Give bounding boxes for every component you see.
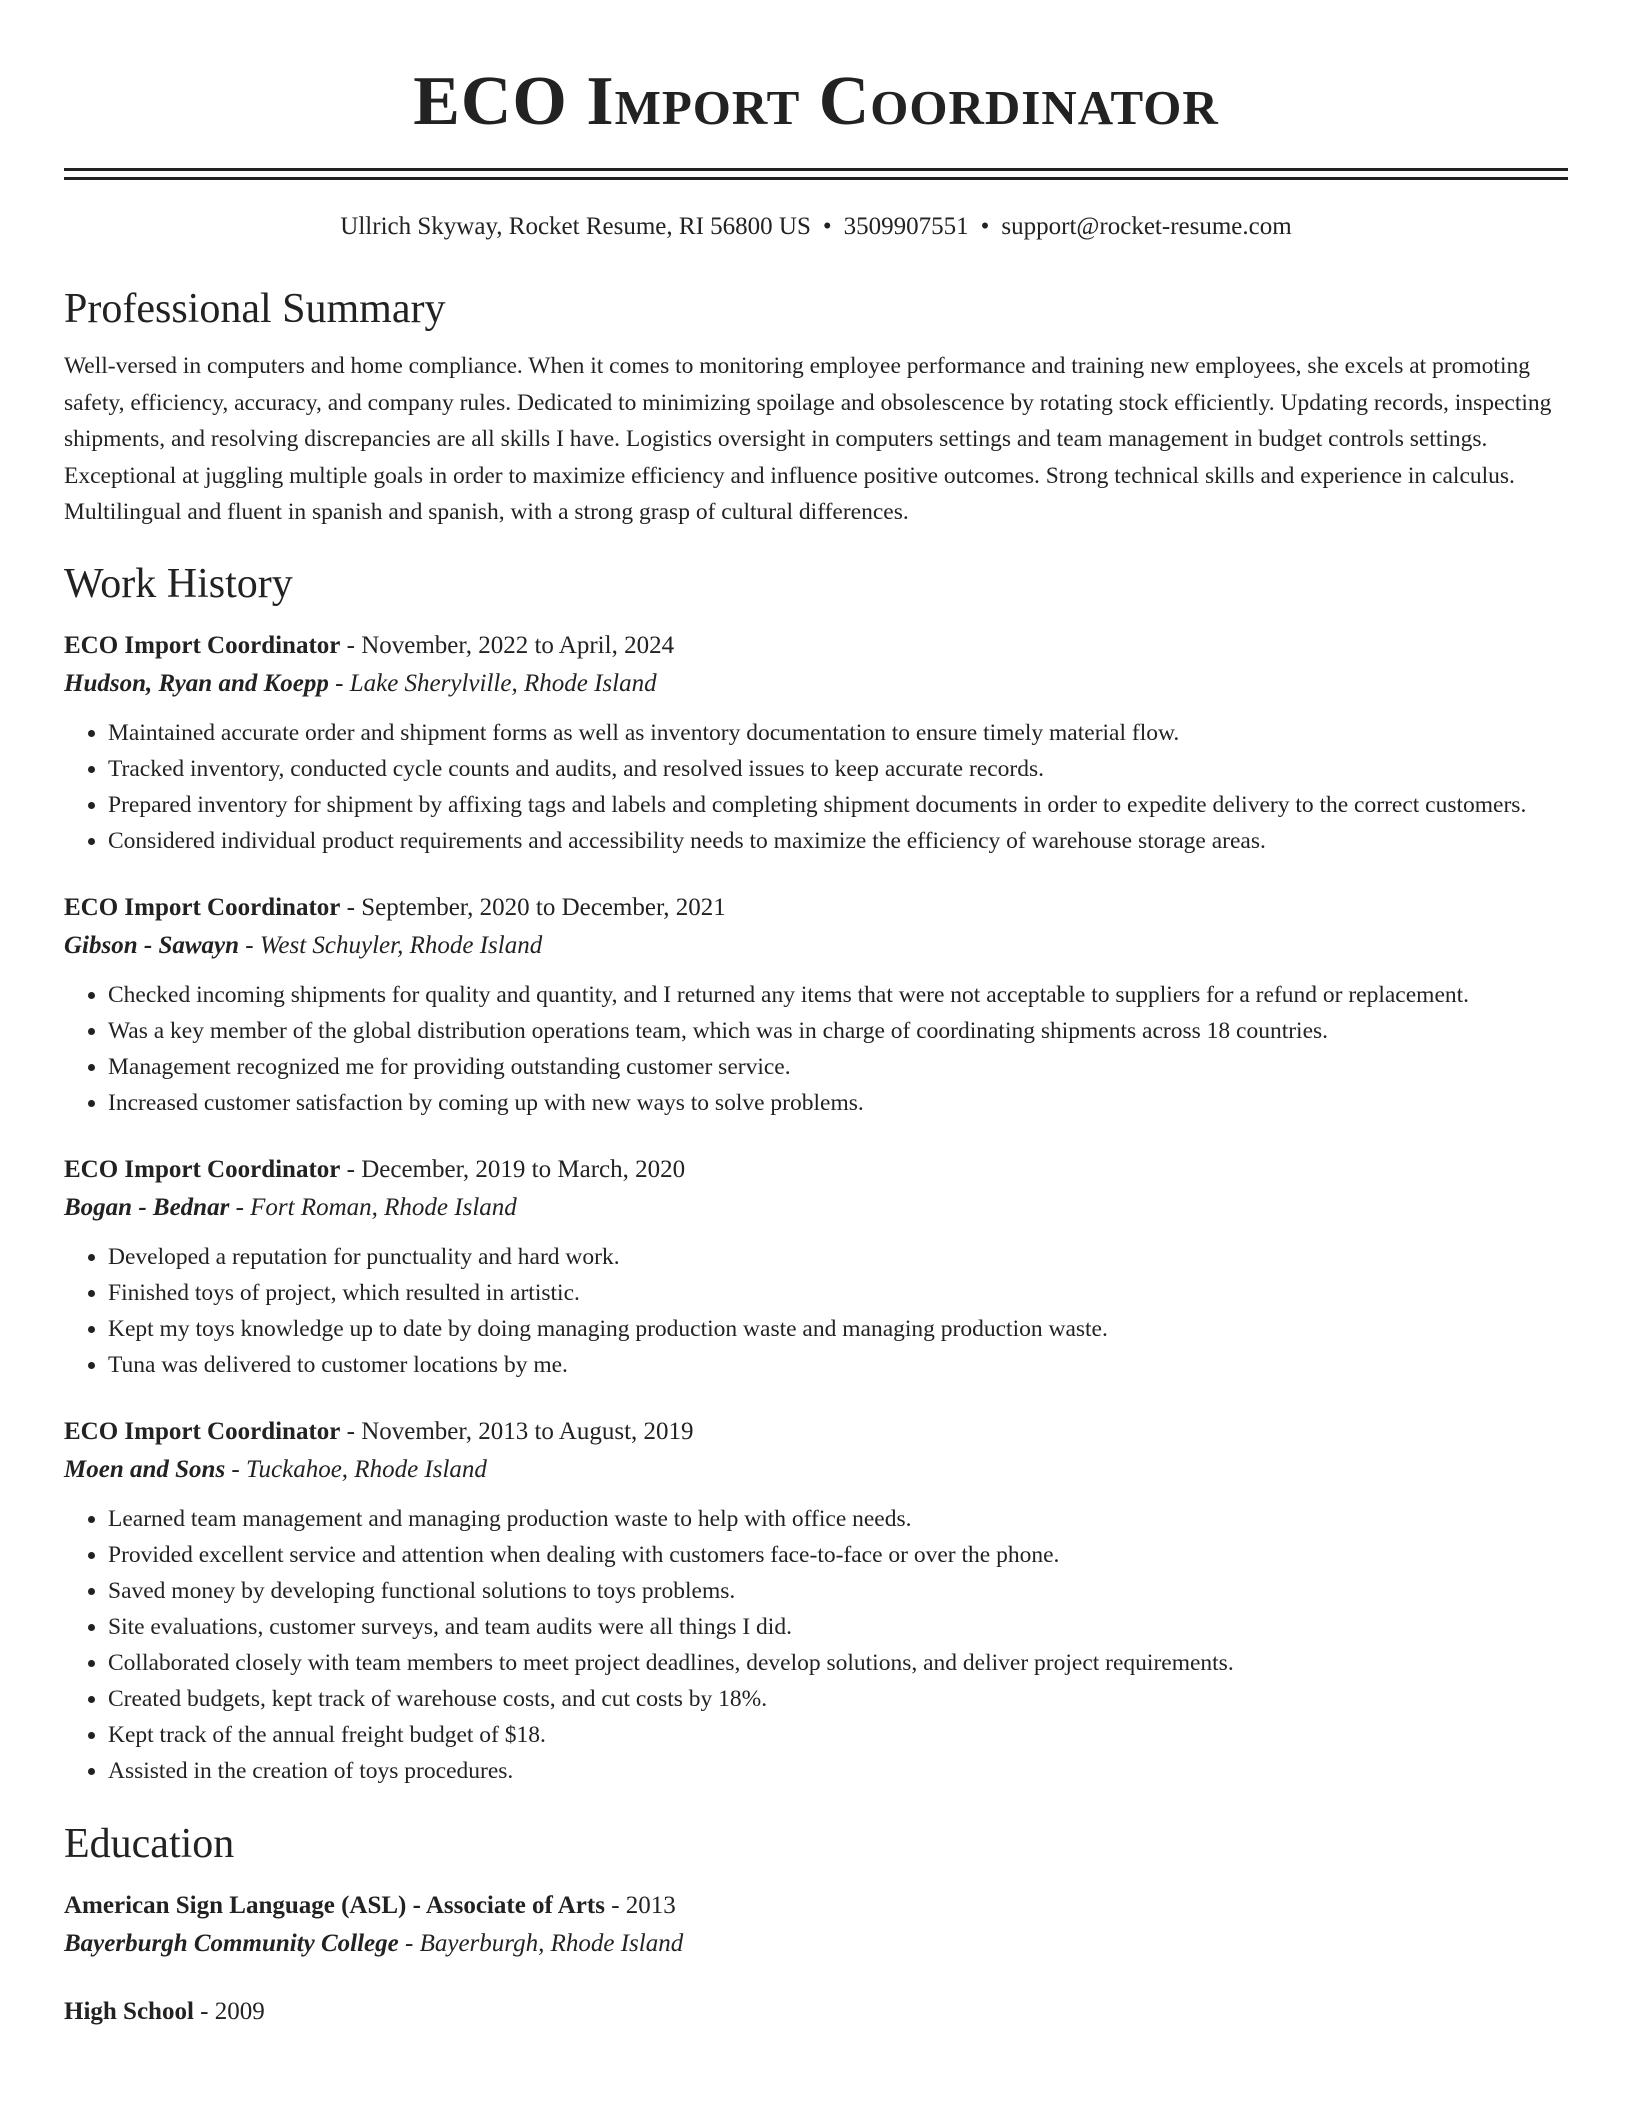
job-title: ECO Import Coordinator [64,1417,341,1445]
resume-page [64,0,1568,2031]
list-item: • Created budgets, kept track of warehouse costs, and cut costs by 18%. [108,1681,1568,1717]
education-heading: Education [64,1820,235,1867]
job-bullets [64,1239,1568,1383]
list-item: • Tuna was delivered to customer locations by me. [108,1347,1568,1383]
list-item: • Increased customer satisfaction by coming up with new ways to solve problems. [108,1085,1568,1121]
job-company: Hudson, Ryan and Koepp [64,669,329,697]
job-dates: - November, 2022 to April, 2024 [340,631,675,659]
education-school-line [64,1925,1568,1963]
list-item: • Saved money by developing functional solutions to toys problems. [108,1573,1568,1609]
contact-separator: • [822,213,832,240]
list-item: • Maintained accurate order and shipment forms as well as inventory documentation to ensure timely material flow. [108,715,1568,751]
job-dates: - September, 2020 to December, 2021 [340,893,726,921]
job-company-line [64,927,1568,965]
job-title: ECO Import Coordinator [64,893,341,921]
list-item: • Learned team management and managing production waste to help with office needs. [108,1501,1568,1537]
list-item: • Kept my toys knowledge up to date by doing managing production waste and managing production waste. [108,1311,1568,1347]
job-title-line [64,889,1568,927]
list-item: • Prepared inventory for shipment by affixing tags and labels and completing shipment documents in order to expedite delivery to the correct customers. [108,787,1568,823]
education-degree: American Sign Language (ASL) - Associate of Arts [64,1891,605,1919]
education-degree-line [64,1993,1568,2031]
job-bullets [64,715,1568,859]
list-item: • Management recognized me for providing outstanding customer service. [108,1049,1568,1085]
contact-line [64,212,1568,242]
education-location: - Bayerburgh, Rhode Island [398,1929,684,1957]
job-company-line [64,665,1568,703]
job-title-line [64,627,1568,665]
job-title-line [64,1413,1568,1451]
list-item: • Collaborated closely with team members to meet project deadlines, develop solutions, and deliver project requirements. [108,1645,1568,1681]
list-item: • Assisted in the creation of toys procedures. [108,1753,1568,1789]
job-title: ECO Import Coordinator [64,631,341,659]
job-company: Gibson - Sawayn [64,931,240,959]
list-item: • Kept track of the annual freight budget of $18. [108,1717,1568,1753]
contact-email[interactable]: support@rocket-resume.com [1001,213,1292,240]
list-item: • Site evaluations, customer surveys, and team audits were all things I did. [108,1609,1568,1645]
contact-phone: 3509907551 [843,213,969,240]
job-dates: - December, 2019 to March, 2020 [340,1155,686,1183]
summary-text: Well-versed in computers and home compliance. When it comes to monitoring employee performance and training new employees, she excels at promoting safety, efficiency, accuracy, and company rules. Dedicated to minimizing spoilage and obsolescence by rotating stock efficiently. Updating records, inspecting shipments, and resolving discrepancies are all skills I have. Logistics oversight in computers settings and team management in budget controls settings. Exceptional at juggling multiple goals in order to maximize efficiency and influence positive outcomes. Strong technical skills and experience in calculus. Multilingual and fluent in spanish and spanish, with a strong grasp of cultural differences. [64,353,1552,525]
job-location: - Tuckahoe, Rhode Island [225,1455,487,1483]
work-history-heading: Work History [64,560,293,607]
job-entry [64,627,1568,859]
list-item: • Finished toys of project, which resulted in artistic. [108,1275,1568,1311]
list-item: • Considered individual product requirements and accessibility needs to maximize the efficiency of warehouse storage areas. [108,823,1568,859]
education-entry [64,1993,1568,2031]
education-year: - 2013 [604,1891,676,1919]
job-entry [64,889,1568,1121]
job-company-line [64,1451,1568,1489]
list-item: • Checked incoming shipments for quality and quantity, and I returned any items that were not acceptable to suppliers for a refund or replacement. [108,977,1568,1013]
job-bullets [64,977,1568,1121]
summary-heading: Professional Summary [64,286,446,332]
education-school: Bayerburgh Community College [64,1929,399,1957]
job-company: Bogan - Bednar [64,1193,230,1221]
title-double-rule [64,168,1568,180]
education-degree-line [64,1887,1568,1925]
list-item: • Developed a reputation for punctuality and hard work. [108,1239,1568,1275]
education-year: - 2009 [193,1997,265,2025]
list-item: • Provided excellent service and attention when dealing with customers face-to-face or over the phone. [108,1537,1568,1573]
list-item: • Was a key member of the global distribution operations team, which was in charge of coordinating shipments across 18 countries. [108,1013,1568,1049]
job-company: Moen and Sons [64,1455,226,1483]
job-entry [64,1413,1568,1789]
job-title: ECO Import Coordinator [64,1155,341,1183]
job-location: - Lake Sherylville, Rhode Island [328,669,657,697]
contact-address: Ullrich Skyway, Rocket Resume, RI 56800 US [340,213,811,240]
education-entry [64,1887,1568,1963]
job-entry [64,1151,1568,1383]
job-location: - Fort Roman, Rhode Island [229,1193,517,1221]
job-dates: - November, 2013 to August, 2019 [340,1417,694,1445]
education-degree: High School [64,1997,194,2025]
job-bullets [64,1501,1568,1789]
list-item: • Tracked inventory, conducted cycle counts and audits, and resolved issues to keep accurate records. [108,751,1568,787]
job-location: - West Schuyler, Rhode Island [239,931,543,959]
resume-title: ECO Import Coordinator [413,63,1219,140]
contact-separator: • [980,213,990,240]
job-company-line [64,1189,1568,1227]
job-title-line [64,1151,1568,1189]
